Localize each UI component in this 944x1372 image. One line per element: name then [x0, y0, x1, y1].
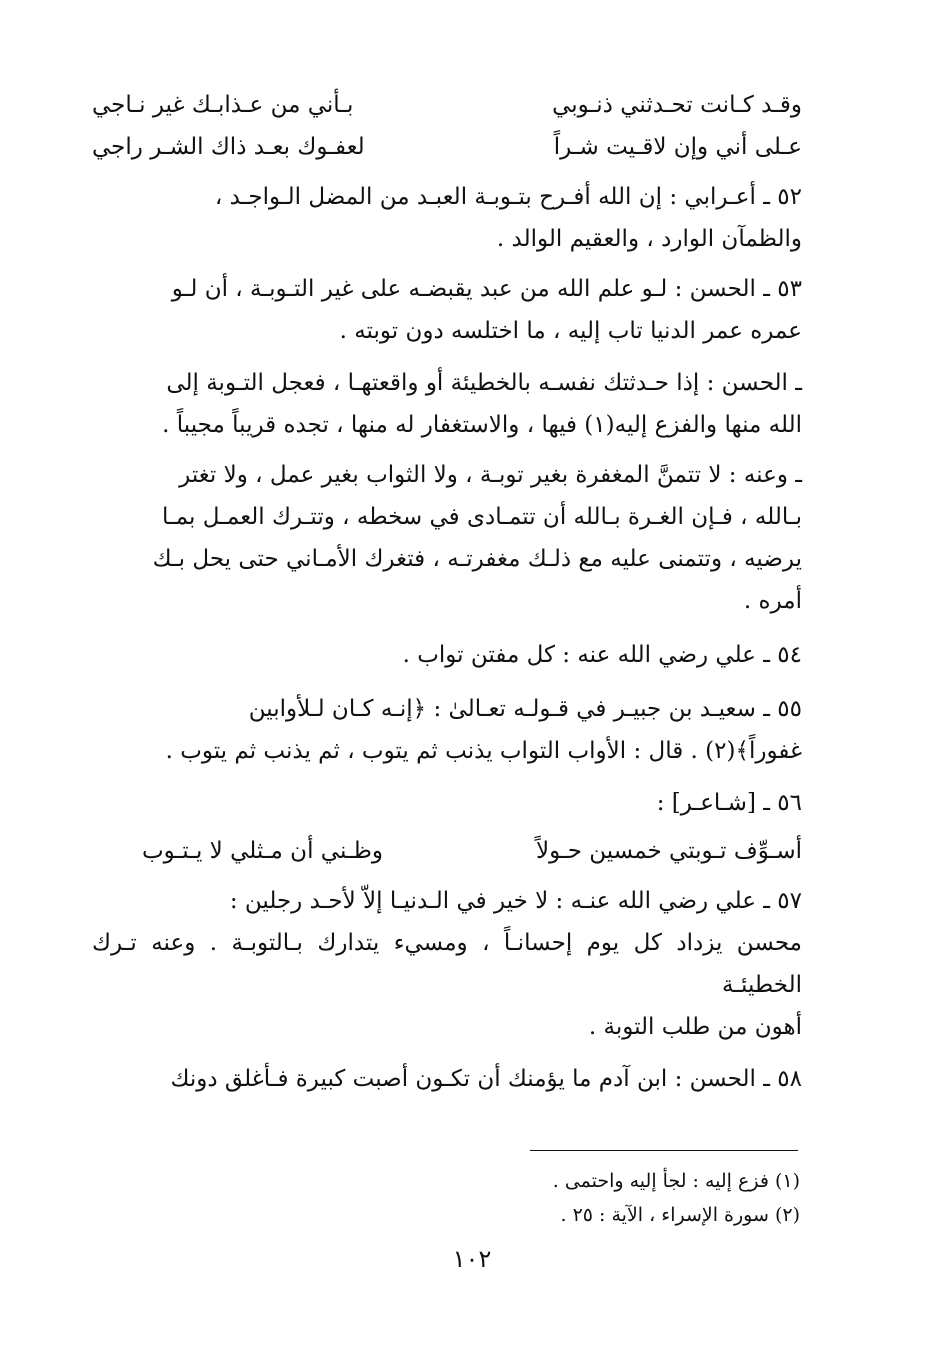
verse-line [92, 126, 802, 168]
verse-line [92, 830, 802, 872]
paragraph-53 [92, 268, 802, 352]
footnote-divider [530, 1150, 798, 1151]
text-line: محسن يزداد كل يوم إحسانـاً ، ومسيء يتدارك بـالتوبـة . وعنه تـرك الخطيئـة [92, 930, 802, 998]
verse-hemistich-right: وقـد كـانت تحـدثني ذنـوبي [552, 92, 802, 118]
text-line: أهون من طلب التوبة . [588, 1014, 802, 1040]
text-line: ٥٥ ـ سعيـد بن جبيـر في قـولـه تعـالىٰ : ﴿إنـه كـان لـلأوابين [248, 696, 802, 722]
paragraph-56 [92, 782, 802, 824]
text-line: عمره عمر الدنيا تاب إليه ، ما اختلسه دون توبته . [339, 318, 802, 344]
paragraph-hasan-sin [92, 362, 802, 446]
text-line: ٥٤ ـ علي رضي الله عنه : كل مفتن تواب . [402, 642, 802, 668]
paragraph-57 [92, 880, 802, 1048]
text-line: ٥٧ ـ علي رضي الله عنـه : لا خير في الـدنيـا إلاّ لأحـد رجلين : [229, 888, 802, 914]
text-line: بـالله ، فـإن الغـرة بـالله أن تتمـادى في سخطه ، وتتـرك العمـل بمـا [161, 504, 802, 530]
verse-hemistich-right: أسـوِّف تـوبتي خمسين حـولاً [535, 838, 802, 864]
verse-line [92, 84, 802, 126]
text-line: ٥٨ ـ الحسن : ابن آدم ما يؤمنك أن تكـون أصبت كبيرة فـأغلق دونك [170, 1066, 802, 1092]
text-line: الله منها والفزع إليه(١) فيها ، والاستغفار له منها ، تجده قريباً مجيباً . [162, 412, 802, 438]
text-line: ٥٦ ـ [شـاعـر] : [656, 790, 802, 816]
text-line: ـ الحسن : إذا حـدثتك نفسـه بالخطيئة أو واقعتهـا ، فعجل التـوبة إلى [166, 370, 802, 396]
text-line: ـ وعنه : لا تتمنَّ المغفرة بغير توبـة ، ولا الثواب بغير عمل ، ولا تغتر [179, 462, 802, 488]
text-line: والظمآن الوارد ، والعقيم الوالد . [496, 226, 802, 252]
paragraph-58 [92, 1058, 802, 1100]
verse-hemistich-left: بـأني من عـذابـك غير نـاجي [92, 92, 354, 118]
paragraph-wa-anhu [92, 454, 802, 622]
text-line: غفوراً﴾(٢) . قال : الأواب التواب يذنب ثم يتوب ، ثم يذنب ثم يتوب . [165, 738, 802, 764]
footnote-1: (١) فزع إليه : لجأ إليه واحتمى . [552, 1170, 800, 1192]
verse-hemistich-left: لعفـوك بعـد ذاك الشـر راجي [92, 134, 365, 160]
text-line: أمره . [743, 588, 802, 614]
page-number: ١٠٢ [452, 1245, 492, 1273]
paragraph-55 [92, 688, 802, 772]
footnote-2: (٢) سورة الإسراء ، الآية : ٢٥ . [560, 1204, 800, 1226]
text-line: يرضيه ، وتتمنى عليه مع ذلـك مغفرتـه ، فتغرك الأمـاني حتى يحل بـك [152, 546, 802, 572]
paragraph-52 [92, 176, 802, 260]
verse-hemistich-left: وظـني أن مـثلي لا يـتـوب [142, 838, 384, 864]
footnotes [470, 1164, 800, 1232]
text-line: ٥٢ ـ أعـرابي : إن الله أفـرح بتـوبـة العبـد من المضل الـواجـد ، [214, 184, 802, 210]
paragraph-54 [92, 634, 802, 676]
verse-hemistich-right: عـلى أني وإن لاقـيت شـراً [553, 134, 802, 160]
main-text [92, 84, 802, 1100]
text-line: ٥٣ ـ الحسن : لـو علم الله من عبد يقبضـه على غير التـوبـة ، أن لـو [171, 276, 802, 302]
